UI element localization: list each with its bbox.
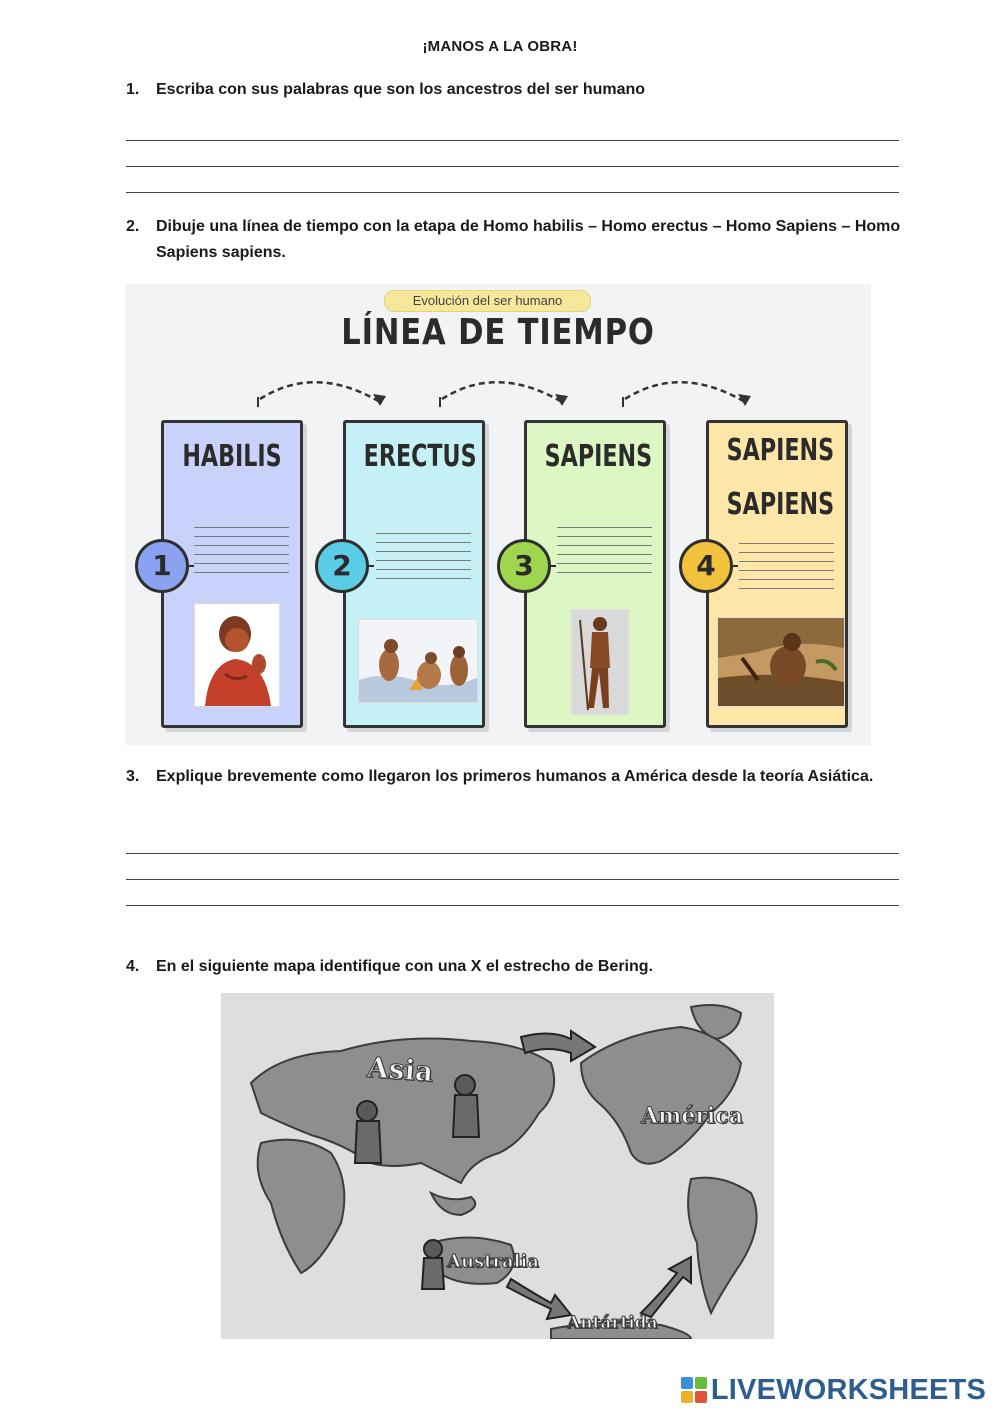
homo-habilis-image: [194, 603, 280, 707]
homo-sapiens-image: [571, 609, 629, 715]
question-3: [126, 764, 906, 790]
question-1: [126, 77, 906, 103]
question-text: En el siguiente mapa identifique con una X el estrecho de Bering.: [156, 958, 653, 975]
homo-erectus-image: [358, 619, 478, 703]
dashed-arrow: [625, 382, 745, 402]
question-text: Explique brevemente como llegaron los primeros humanos a América desde la teoría Asiática.: [156, 768, 874, 785]
map-label-antartida: Antártida: [567, 1313, 658, 1333]
stage-badge-4: 4: [679, 539, 733, 593]
map-label-australia: Australia: [447, 1251, 539, 1272]
question-number: 4.: [126, 958, 140, 975]
question-2: [126, 214, 902, 266]
page-title: ¡MANOS A LA OBRA!: [422, 38, 578, 55]
stage-name: HABILIS: [182, 439, 282, 474]
question-4: [126, 954, 906, 980]
timeline-arrows: [125, 284, 871, 424]
map-label-asia: Asia: [365, 1050, 435, 1089]
dashed-arrow: [260, 382, 380, 402]
stage-name: SAPIENS: [726, 487, 835, 522]
stage-badge-1: 1: [135, 539, 189, 593]
question-number: 2.: [126, 218, 140, 235]
arrow-tail: [622, 397, 624, 407]
answer-line[interactable]: [126, 905, 899, 906]
question-number: 1.: [126, 81, 140, 98]
answer-line[interactable]: [126, 140, 899, 141]
question-number: 3.: [126, 768, 140, 785]
stage-badge-3: 3: [497, 539, 551, 593]
question-text: Escriba con sus palabras que son los ancestros del ser humano: [156, 81, 646, 98]
liveworksheets-brand: [681, 1374, 986, 1406]
question-text: Dibuje una línea de tiempo con la etapa de Homo habilis – Homo erectus – Homo Sapiens – Homo Sapiens sapiens.: [156, 218, 901, 261]
writing-lines[interactable]: [194, 527, 289, 581]
brand-name: LIVEWORKSHEETS: [710, 1373, 986, 1406]
arrow-tail: [257, 397, 259, 407]
writing-lines[interactable]: [376, 533, 471, 587]
stage-name: SAPIENS: [544, 439, 653, 474]
arrow-tail: [439, 397, 441, 407]
writing-lines[interactable]: [557, 527, 652, 581]
answer-line[interactable]: [126, 192, 899, 193]
timeline-subtitle-chip: Evolución del ser humano: [384, 290, 591, 312]
homo-sapiens-sapiens-image: [717, 617, 845, 707]
stage-badge-2: 2: [315, 539, 369, 593]
world-map-drawing: [221, 993, 774, 1339]
stage-name: SAPIENS: [726, 433, 835, 468]
answer-line[interactable]: [126, 166, 899, 167]
writing-lines[interactable]: [739, 543, 834, 597]
dashed-arrow: [442, 382, 562, 402]
answer-line[interactable]: [126, 879, 899, 880]
world-map[interactable]: [221, 993, 774, 1339]
timeline-figure: [125, 284, 871, 745]
answer-line[interactable]: [126, 853, 899, 854]
timeline-heading: LÍNEA DE TIEMPO: [341, 312, 655, 353]
map-label-america: América: [641, 1103, 743, 1129]
stage-name: ERECTUS: [363, 439, 477, 474]
liveworksheets-logo-icon: [681, 1377, 707, 1403]
